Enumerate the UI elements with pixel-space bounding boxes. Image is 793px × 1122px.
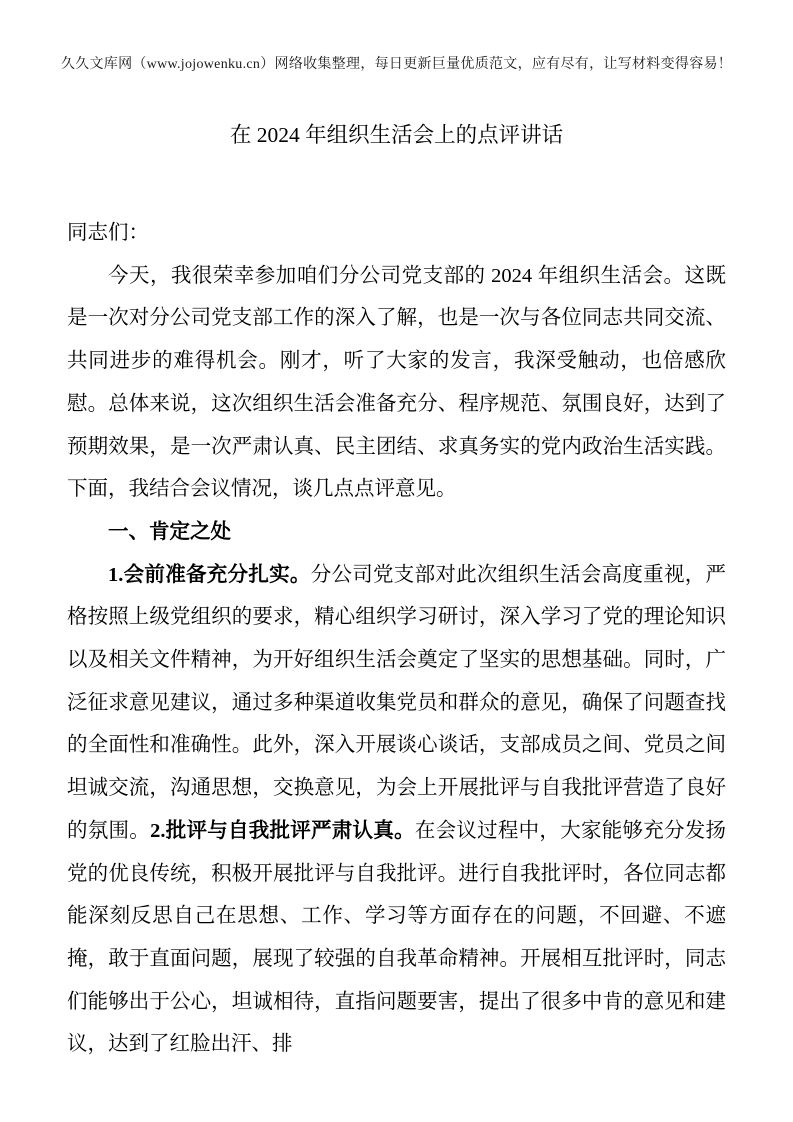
document-title: 在 2024 年组织生活会上的点评讲话 — [229, 123, 564, 147]
section-heading-1: 一、肯定之处 — [108, 520, 231, 543]
point-1-text: 分公司党支部对此次组织生活会高度重视，严格按照上级党组织的要求，精心组织学习研讨，深入学习了党的理论知识以及相关文件精神，为开好组织生活会奠定了坚实的思想基础。同时，广泛征求意见建议，通过多种渠道收集党员和群众的意见，确保了问题查找的全面性和准确性。此外，深入开展谈心谈话，支部成员之间、党员之间坦诚交流，沟通思想，交换意见，为会上开展批评与自我批评营造了良好的氛围。 — [67, 563, 727, 842]
salutation-line: 同志们： — [67, 222, 149, 244]
point-2-text: 在会议过程中，大家能够充分发扬党的优良传统，积极开展批评与自我批评。进行自我批评时，各位同志都能深刻反思自己在思想、工作、学习等方面存在的问题，不回避、不遮掩，敢于直面问题，展现了较强的自我革命精神。开展相互批评时，同志们能够出于公心，坦诚相待，直指问题要害，提出了很多中肯的意见和建议，达到了红脸出汗、排 — [67, 819, 727, 1056]
point-2-label: 2.批评与自我批评严肃认真。 — [150, 819, 415, 842]
site-watermark-header: 久久文库网（www.jojowenku.cn）网络收集整理，每日更新巨量优质范文，应有尽有，让写材料变得容易！ — [60, 57, 733, 72]
point-1-label: 1.会前准备充分扎实。 — [108, 563, 311, 586]
document-body — [67, 212, 726, 1066]
intro-paragraph: 今天，我很荣幸参加咱们分公司党支部的 2024 年组织生活会。这既是一次对分公司党支部工作的深入了解，也是一次与各位同志共同交流、共同进步的难得机会。刚才，听了大家的发言，我深受触动，也倍感欣慰。总体来说，这次组织生活会准备充分、程序规范、氛围良好，达到了预期效果，是一次严肃认真、民主团结、求真务实的党内政治生活实践。下面，我结合会议情况，谈几点点评意见。 — [67, 264, 726, 501]
points-paragraph — [67, 554, 726, 1066]
